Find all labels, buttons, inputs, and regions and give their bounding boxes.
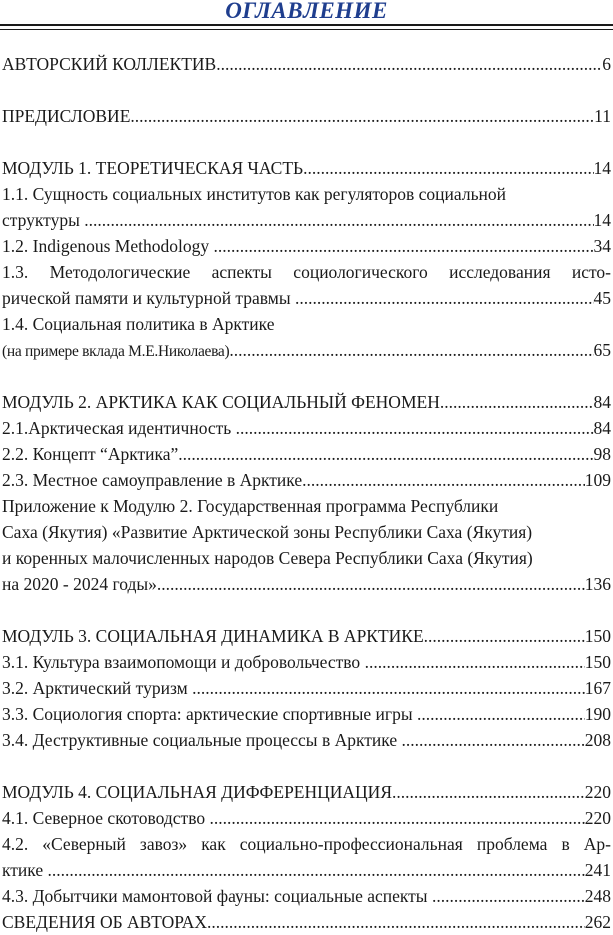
dot-leader	[424, 623, 585, 649]
toc-entry-module-3[interactable]: МОДУЛЬ 3. СОЦИАЛЬНАЯ ДИНАМИКА В АРКТИКЕ ..... 150	[2, 623, 611, 649]
toc-entry-3-2[interactable]: 3.2. Арктический туризм ..... 167	[2, 675, 611, 701]
dot-leader	[209, 805, 584, 831]
page-number: 98	[593, 444, 611, 464]
toc-entry-2-2[interactable]: 2.2. Концепт “Арктика” ..... 98	[2, 441, 611, 467]
page-title: ОГЛАВЛЕНИЕ	[225, 0, 388, 23]
dot-leader	[401, 727, 584, 753]
toc-entry-1-1[interactable]: структуры ..... 14	[2, 207, 611, 233]
page-number: 190	[584, 704, 611, 724]
dot-leader	[303, 155, 593, 181]
dot-leader	[178, 441, 593, 467]
dot-leader	[84, 207, 593, 233]
dot-leader	[130, 103, 594, 129]
toc-entry-1-3-line1[interactable]: 1.3. Методологические аспекты социологического исследования исто-	[2, 262, 611, 282]
page-number: 241	[584, 860, 611, 880]
toc-entry-3-4[interactable]: 3.4. Деструктивные социальные процессы в Арктике ..... 208	[2, 727, 611, 753]
toc-entry-1-4-line1[interactable]: 1.4. Социальная политика в Арктике	[2, 314, 275, 334]
dot-leader	[216, 51, 602, 77]
page-number: 84	[593, 392, 611, 412]
dot-leader	[157, 571, 585, 597]
toc-entry-2-3[interactable]: 2.3. Местное самоуправление в Арктике ..... 109	[2, 467, 611, 493]
page-number: 65	[593, 340, 611, 360]
toc-entry-authors-team[interactable]: АВТОРСКИЙ КОЛЛЕКТИВ ..... 6	[2, 51, 611, 77]
dot-leader	[432, 883, 585, 909]
page-number: 34	[593, 236, 611, 256]
page-number: 220	[584, 808, 611, 828]
dot-leader	[440, 389, 594, 415]
dot-leader	[392, 779, 585, 805]
page-number: 6	[602, 54, 611, 74]
dot-leader	[48, 857, 585, 883]
page-number: 11	[594, 106, 611, 126]
page-number: 45	[593, 288, 611, 308]
toc-entry-4-3[interactable]: 4.3. Добытчики мамонтовой фауны: социальные аспекты ..... 248	[2, 883, 611, 909]
toc-entry-4-1[interactable]: 4.1. Северное скотоводство ..... 220	[2, 805, 611, 831]
table-of-contents	[2, 51, 611, 935]
page-number: 220	[584, 782, 611, 802]
dot-leader	[213, 233, 593, 259]
dot-leader	[192, 675, 585, 701]
dot-leader	[417, 701, 585, 727]
toc-entry-module-1[interactable]: МОДУЛЬ 1. ТЕОРЕТИЧЕСКАЯ ЧАСТЬ ..... 14	[2, 155, 611, 181]
page-number: 84	[593, 418, 611, 438]
title-rule-thick	[0, 24, 613, 26]
dot-leader	[229, 337, 593, 363]
page-number: 150	[584, 652, 611, 672]
page-number: 14	[593, 158, 611, 178]
toc-entry-module-2[interactable]: МОДУЛЬ 2. АРКТИКА КАК СОЦИАЛЬНЫЙ ФЕНОМЕН ..... 84	[2, 389, 611, 415]
toc-entry-1-3[interactable]: рической памяти и культурной травмы ..... 45	[2, 285, 611, 311]
dot-leader	[365, 649, 585, 675]
dot-leader	[236, 415, 594, 441]
toc-entry-1-2[interactable]: 1.2. Indigenous Methodology ..... 34	[2, 233, 611, 259]
toc-entry-appendix-line1[interactable]: Приложение к Модулю 2. Государственная программа Республики	[2, 496, 499, 516]
title-rule-thin	[0, 29, 613, 30]
page-number: 167	[584, 678, 611, 698]
toc-entry-2-1[interactable]: 2.1.Арктическая идентичность ..... 84	[2, 415, 611, 441]
toc-entry-4-2-line1[interactable]: 4.2. «Северный завоз» как социально-профессиональная проблема в Ар-	[2, 834, 611, 854]
toc-entry-appendix[interactable]: на 2020 - 2024 годы» ..... 136	[2, 571, 611, 597]
toc-entry-1-4[interactable]: (на примере вклада М.Е.Николаева) ..... 65	[2, 337, 611, 363]
toc-entry-appendix-line2[interactable]: Саха (Якутия) «Развитие Арктической зоны Республики Саха (Якутия)	[2, 522, 533, 542]
toc-entry-about-authors[interactable]: СВЕДЕНИЯ ОБ АВТОРАХ ..... 262	[2, 909, 611, 935]
toc-entry-4-2[interactable]: ктике ..... 241	[2, 857, 611, 883]
toc-entry-appendix-line3[interactable]: и коренных малочисленных народов Севера Республики Саха (Якутия)	[2, 548, 533, 568]
toc-entry-3-3[interactable]: 3.3. Социология спорта: арктические спортивные игры ..... 190	[2, 701, 611, 727]
toc-entry-preface[interactable]: ПРЕДИСЛОВИЕ ..... 11	[2, 103, 611, 129]
toc-entry-1-1-line1[interactable]: 1.1. Сущность социальных институтов как регуляторов социальной	[2, 184, 507, 204]
dot-leader	[295, 285, 594, 311]
page-number: 150	[584, 626, 611, 646]
page-number: 109	[584, 470, 611, 490]
toc-entry-3-1[interactable]: 3.1. Культура взаимопомощи и добровольчество ..... 150	[2, 649, 611, 675]
toc-entry-module-4[interactable]: МОДУЛЬ 4. СОЦИАЛЬНАЯ ДИФФЕРЕНЦИАЦИЯ ..... 220	[2, 779, 611, 805]
page-number: 248	[584, 886, 611, 906]
dot-leader	[302, 467, 585, 493]
page-number: 136	[584, 574, 611, 594]
page-number: 208	[584, 730, 611, 750]
dot-leader	[207, 909, 585, 935]
page-number: 262	[584, 912, 611, 932]
page-number: 14	[593, 210, 611, 230]
